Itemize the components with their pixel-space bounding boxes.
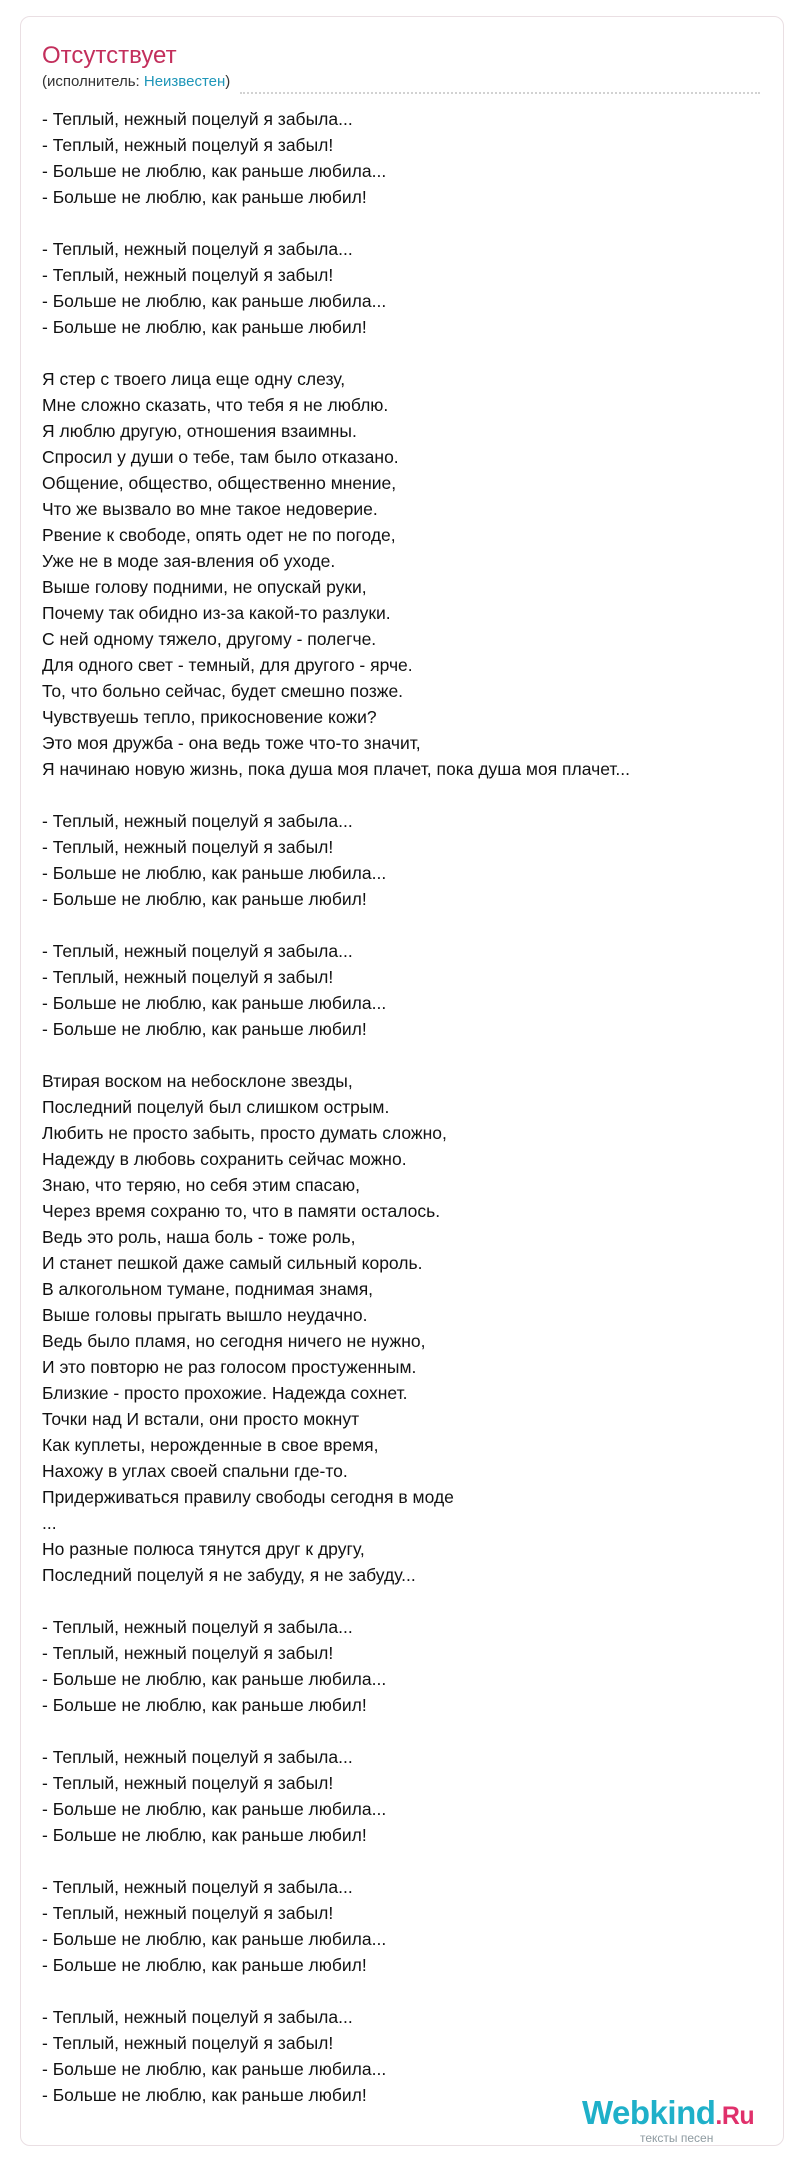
lyrics-stanza: [42, 2004, 762, 2108]
lyrics-line: - Больше не люблю, как раньше любила...: [42, 1799, 387, 1819]
lyrics-line: И это повторю не раз голосом простуженным.: [42, 1357, 417, 1377]
logo-brand: Webkind: [582, 2094, 716, 2131]
lyrics-stanza: [42, 236, 762, 340]
lyrics-line: - Теплый, нежный поцелуй я забыл!: [42, 1903, 334, 1923]
lyrics-line: Любить не просто забыть, просто думать сложно,: [42, 1123, 447, 1143]
lyrics-line: - Теплый, нежный поцелуй я забыла...: [42, 1747, 353, 1767]
logo-tagline: тексты песен: [640, 2131, 714, 2145]
artist-prefix: (исполнитель:: [42, 73, 144, 90]
webkind-logo[interactable]: [582, 2094, 772, 2146]
lyrics-line: Через время сохраню то, что в памяти осталось.: [42, 1201, 441, 1221]
lyrics-line: - Больше не люблю, как раньше любил!: [42, 889, 367, 909]
lyrics-line: ...: [42, 1513, 57, 1533]
lyrics-line: Втирая воском на небосклоне звезды,: [42, 1071, 353, 1091]
lyrics-line: - Теплый, нежный поцелуй я забыла...: [42, 1617, 353, 1637]
lyrics-line: Ведь это роль, наша боль - тоже роль,: [42, 1227, 356, 1247]
lyrics-line: - Теплый, нежный поцелуй я забыл!: [42, 967, 334, 987]
lyrics-line: - Теплый, нежный поцелуй я забыл!: [42, 2033, 334, 2053]
lyrics-line: Последний поцелуй был слишком острым.: [42, 1097, 390, 1117]
lyrics-line: Я стер с твоего лица еще одну слезу,: [42, 369, 346, 389]
lyrics-line: - Больше не люблю, как раньше любила...: [42, 161, 387, 181]
lyrics-line: Уже не в моде зая-вления об уходе.: [42, 551, 336, 571]
lyrics-line: И станет пешкой даже самый сильный король.: [42, 1253, 423, 1273]
lyrics-line: - Теплый, нежный поцелуй я забыл!: [42, 135, 334, 155]
lyrics-line: - Больше не люблю, как раньше любил!: [42, 187, 367, 207]
lyrics-line: С ней одному тяжело, другому - полегче.: [42, 629, 377, 649]
lyrics-line: Выше голову подними, не опускай руки,: [42, 577, 367, 597]
lyrics-text: [42, 106, 762, 2108]
lyrics-line: - Больше не люблю, как раньше любил!: [42, 1955, 367, 1975]
lyrics-line: - Больше не люблю, как раньше любил!: [42, 1825, 367, 1845]
lyrics-line: Ведь было пламя, но сегодня ничего не нужно,: [42, 1331, 426, 1351]
lyrics-line: Общение, общество, общественно мнение,: [42, 473, 397, 493]
lyrics-line: - Теплый, нежный поцелуй я забыла...: [42, 811, 353, 831]
lyrics-line: - Больше не люблю, как раньше любила...: [42, 1669, 387, 1689]
lyrics-line: Для одного свет - темный, для другого - ярче.: [42, 655, 413, 675]
lyrics-line: Почему так обидно из-за какой-то разлуки.: [42, 603, 391, 623]
artist-line: [42, 73, 230, 91]
lyrics-line: То, что больно сейчас, будет смешно позже.: [42, 681, 404, 701]
lyrics-line: - Теплый, нежный поцелуй я забыл!: [42, 265, 334, 285]
lyrics-line: Мне сложно сказать, что тебя я не люблю.: [42, 395, 389, 415]
lyrics-line: Рвение к свободе, опять одет не по погоде,: [42, 525, 396, 545]
lyrics-line: - Теплый, нежный поцелуй я забыла...: [42, 239, 353, 259]
lyrics-line: Близкие - просто прохожие. Надежда сохнет.: [42, 1383, 408, 1403]
lyrics-line: - Теплый, нежный поцелуй я забыл!: [42, 1643, 334, 1663]
lyrics-line: Это моя дружба - она ведь тоже что-то значит,: [42, 733, 421, 753]
lyrics-line: - Больше не люблю, как раньше любила...: [42, 1929, 387, 1949]
lyrics-line: - Теплый, нежный поцелуй я забыла...: [42, 1877, 353, 1897]
song-title: Отсутствует: [42, 42, 177, 69]
lyrics-line: Выше головы прыгать вышло неудачно.: [42, 1305, 368, 1325]
lyrics-line: - Больше не люблю, как раньше любила...: [42, 993, 387, 1013]
logo-tld: .Ru: [715, 2102, 755, 2130]
lyrics-line: - Теплый, нежный поцелуй я забыл!: [42, 837, 334, 857]
lyrics-line: Я начинаю новую жизнь, пока душа моя плачет, пока душа моя плачет...: [42, 759, 631, 779]
lyrics-line: Как куплеты, нерожденные в свое время,: [42, 1435, 379, 1455]
artist-link[interactable]: Неизвестен: [143, 73, 226, 90]
lyrics-stanza: [42, 1614, 762, 1718]
logo-wordmark: [582, 2094, 754, 2135]
header-divider: [240, 92, 760, 94]
lyrics-line: - Больше не люблю, как раньше любил!: [42, 2085, 367, 2105]
artist-suffix: ): [225, 73, 231, 90]
lyrics-stanza: [42, 106, 762, 210]
lyrics-stanza: [42, 1744, 762, 1848]
lyrics-line: В алкогольном тумане, поднимая знамя,: [42, 1279, 374, 1299]
lyrics-line: Но разные полюса тянутся друг к другу,: [42, 1539, 365, 1559]
lyrics-line: - Больше не люблю, как раньше любил!: [42, 1695, 367, 1715]
lyrics-stanza: [42, 808, 762, 912]
lyrics-line: Знаю, что теряю, но себя этим спасаю,: [42, 1175, 360, 1195]
lyrics-line: Спросил у души о тебе, там было отказано.: [42, 447, 399, 467]
lyrics-line: Что же вызвало во мне такое недоверие.: [42, 499, 378, 519]
lyrics-line: Чувствуешь тепло, прикосновение кожи?: [42, 707, 377, 727]
lyrics-line: Точки над И встали, они просто мокнут: [42, 1409, 360, 1429]
lyrics-line: - Теплый, нежный поцелуй я забыл!: [42, 1773, 334, 1793]
lyrics-line: - Больше не люблю, как раньше любила...: [42, 2059, 387, 2079]
lyrics-line: - Теплый, нежный поцелуй я забыла...: [42, 941, 353, 961]
lyrics-line: Последний поцелуй я не забуду, я не забуду...: [42, 1565, 416, 1585]
lyrics-line: Я люблю другую, отношения взаимны.: [42, 421, 357, 441]
lyrics-stanza: [42, 1874, 762, 1978]
lyrics-line: - Теплый, нежный поцелуй я забыла...: [42, 109, 353, 129]
lyrics-line: Надежду в любовь сохранить сейчас можно.: [42, 1149, 407, 1169]
lyrics-line: Нахожу в углах своей спальни где-то.: [42, 1461, 348, 1481]
lyrics-line: - Теплый, нежный поцелуй я забыла...: [42, 2007, 353, 2027]
lyrics-stanza: [42, 938, 762, 1042]
lyrics-line: - Больше не люблю, как раньше любил!: [42, 1019, 367, 1039]
lyrics-line: - Больше не люблю, как раньше любила...: [42, 291, 387, 311]
lyrics-line: - Больше не люблю, как раньше любила...: [42, 863, 387, 883]
lyrics-stanza: [42, 1068, 762, 1588]
lyrics-stanza: [42, 366, 762, 782]
lyrics-line: Придерживаться правилу свободы сегодня в моде: [42, 1487, 454, 1507]
lyrics-line: - Больше не люблю, как раньше любил!: [42, 317, 367, 337]
